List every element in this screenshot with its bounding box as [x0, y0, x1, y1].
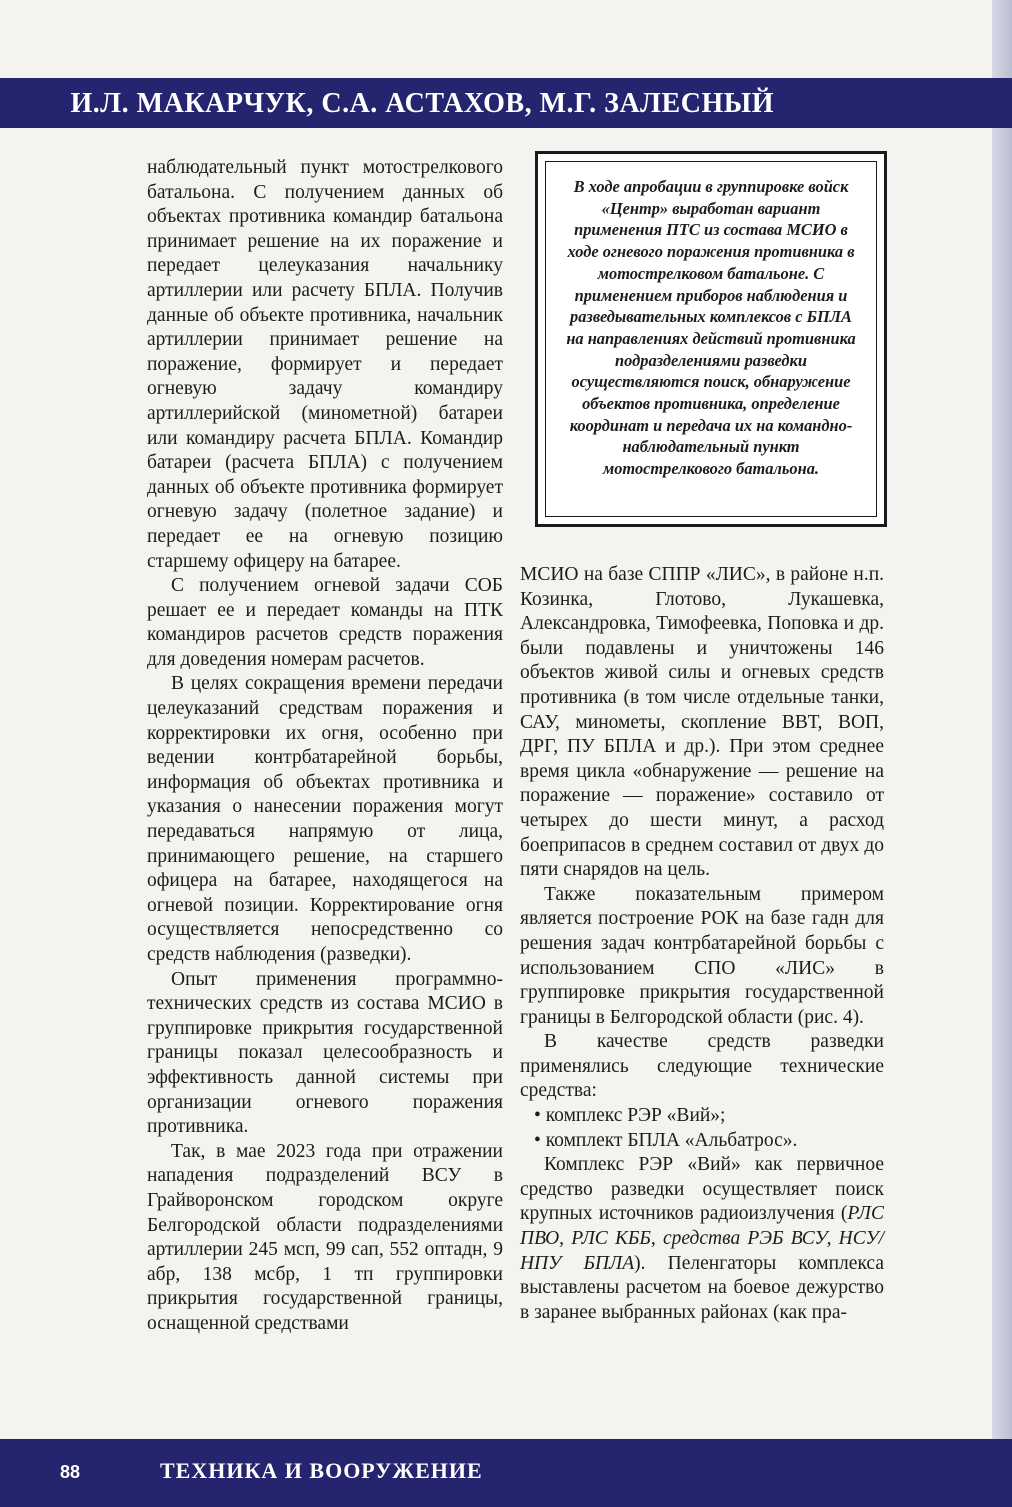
footer-band	[0, 1439, 1012, 1507]
paragraph-text: Комплекс РЭР «Вий» как первичное средство разведки осуществляет поиск крупных источников радиоизлучения (	[520, 1154, 884, 1225]
callout-text: В ходе апробации в группировке войск «Центр» выработан вариант применения ПТС из состава МСИО в ходе огневого поражения противника в мотострелковом батальоне. С применением приборов наблюдения и разведывательных комплексов с БПЛА на направлениях действий противника подразделениями разведки осуществляются поиск, обнаружение объектов противника, определение координат и передача их на командно-наблюдательный пункт мотострелкового батальона.	[566, 177, 856, 479]
paragraph: МСИО на базе СППР «ЛИС», в районе н.п. Козинка, Глотово, Лукашевка, Александровка, Тимофеевка, Поповка и др. были подавлены и уничтожены 146 объектов живой силы и огневых средств противника (в том числе отдельные танки, САУ, минометы, скопление ВВТ, ВОП, ДРГ, ПУ БПЛА и др.). При этом среднее время цикла «обнаружение — решение на поражение — поражение» составило от четырех до шести минут, а расход боеприпасов в среднем составил от двух до пяти снарядов на цель.	[520, 564, 884, 881]
callout-box	[535, 151, 887, 527]
bullet-item: • комплекс РЭР «Вий»;	[534, 1105, 726, 1127]
left-column	[147, 156, 503, 1337]
paragraph: наблюдательный пункт мотострелкового батальона. С получением данных об объектах противника командир батальона принимает решение на их поражение и передает целеуказания начальнику артиллерии или расчету БПЛА. Получив данные об объекте противника, начальник артиллерии принимает решение на поражение, формирует и передает огневую задачу командиру артиллерийской (минометной) батареи или командиру расчета БПЛА. Командир батареи (расчета БПЛА) с получением данных об объекте противника формирует огневую задачу (полетное задание) и передает ее на огневую позицию старшему офицеру на батарее.	[147, 157, 503, 572]
page-edge-strip	[992, 0, 1012, 1507]
paragraph: Так, в мае 2023 года при отражении нападения подразделений ВСУ в Грайворонском городском округе Белгородской области подразделениями артиллерии 245 мсп, 99 сап, 552 оптадн, 9 абр, 138 мсбр, 1 тп группировки прикрытия государственной границы, оснащенной средствами	[147, 1140, 503, 1334]
page-number: 88	[60, 1462, 81, 1482]
paragraph-italic-text: РЛС ПВО, РЛС КББ, средства РЭБ ВСУ, НСУ/НПУ БПЛА	[520, 1203, 884, 1274]
article-authors: И.Л. МАКАРЧУК, С.А. АСТАХОВ, М.Г. ЗАЛЕСНЫЙ	[70, 88, 774, 119]
paragraph	[520, 1153, 884, 1325]
paragraph: Опыт применения программно-технических средств из состава МСИО в группировке прикрытия государственной границы показал целесообразность и эффективность данной системы при организации огневого поражения противника.	[147, 968, 503, 1138]
journal-title: ТЕХНИКА И ВООРУЖЕНИЕ	[160, 1458, 483, 1483]
bullet-item: • комплект БПЛА «Альбатрос».	[534, 1129, 798, 1151]
paragraph: В целях сокращения времени передачи целеуказаний средствам поражения и корректировки их огня, особенно при ведении контрбатарейной борьбы, информация об объектах противника и указания о нанесении поражения могут передаваться напрямую от лица, принимающего решение, на старшего офицера на батарее, находящегося на огневой позиции. Корректирование огня осуществляется непосредственно со средств наблюдения (разведки).	[147, 673, 503, 965]
paragraph: С получением огневой задачи СОБ решает ее и передает команды на ПТК командиров расчетов средств поражения для доведения номерам расчетов.	[147, 575, 503, 670]
paragraph: Также показательным примером является построение РОК на базе гадн для решения задач контрбатарейной борьбы с использованием СПО «ЛИС» в группировке прикрытия государственной границы в Белгородской области (рис. 4).	[520, 883, 884, 1028]
paragraph-text: ). Пеленгаторы комплекса выставлены расчетом на боевое дежурство в заранее выбранных районах (как пра-	[520, 1252, 884, 1323]
paragraph: В качестве средств разведки применялись следующие технические средства:	[520, 1031, 884, 1102]
right-column	[520, 563, 884, 1325]
